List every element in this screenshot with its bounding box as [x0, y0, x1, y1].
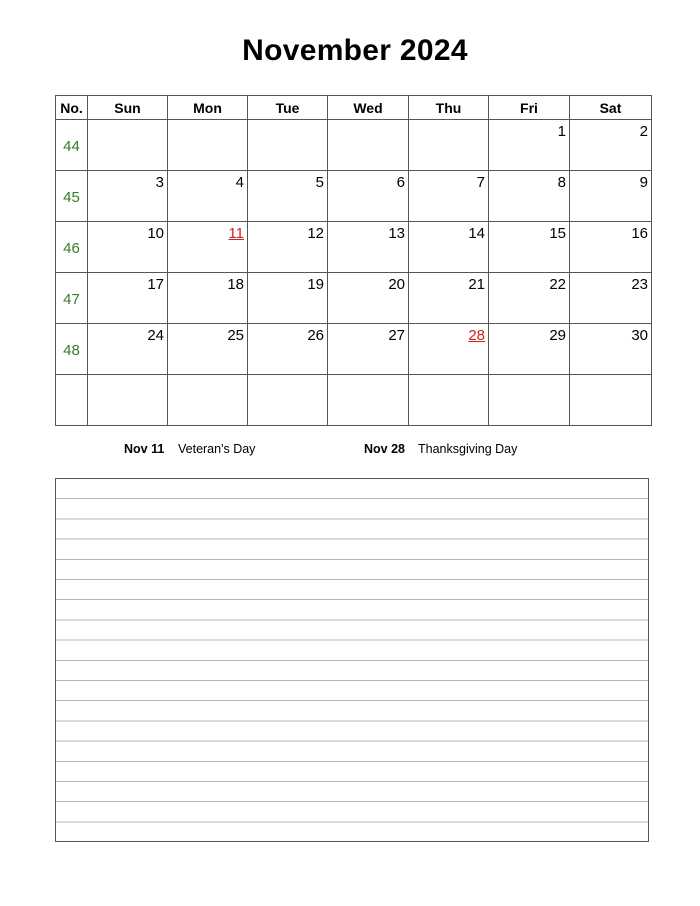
- day-cell: 20: [328, 273, 409, 324]
- day-cell: [88, 120, 168, 171]
- week-number: 47: [56, 273, 88, 324]
- holiday-day-cell: 11: [168, 222, 248, 273]
- day-cell: 7: [409, 171, 489, 222]
- day-cell: 14: [409, 222, 489, 273]
- week-number: 44: [56, 120, 88, 171]
- day-cell: 25: [168, 324, 248, 375]
- day-cell: 29: [489, 324, 570, 375]
- week-row: [56, 273, 652, 324]
- day-cell: [168, 120, 248, 171]
- day-cell: [328, 120, 409, 171]
- day-cell: 6: [328, 171, 409, 222]
- day-cell: 24: [88, 324, 168, 375]
- day-cell: [409, 120, 489, 171]
- week-row: [56, 222, 652, 273]
- day-cell: 12: [248, 222, 328, 273]
- day-cell: 5: [248, 171, 328, 222]
- day-cell: 15: [489, 222, 570, 273]
- day-cell: [248, 120, 328, 171]
- week-number: 45: [56, 171, 88, 222]
- header-week-number: No.: [56, 96, 88, 120]
- day-cell: 17: [88, 273, 168, 324]
- day-cell: [168, 375, 248, 426]
- calendar-grid: [55, 95, 652, 426]
- header-thu: Thu: [409, 96, 489, 120]
- day-cell: [409, 375, 489, 426]
- day-cell: 30: [570, 324, 652, 375]
- day-cell: 9: [570, 171, 652, 222]
- header-mon: Mon: [168, 96, 248, 120]
- day-cell: 18: [168, 273, 248, 324]
- day-cell: 19: [248, 273, 328, 324]
- holiday-name: Thanksgiving Day: [418, 442, 518, 456]
- holiday-name: Veteran's Day: [178, 442, 256, 456]
- week-row: [56, 375, 652, 426]
- day-cell: 2: [570, 120, 652, 171]
- day-cell: 27: [328, 324, 409, 375]
- holiday-legend-item: [124, 442, 255, 456]
- day-cell: [88, 375, 168, 426]
- day-cell: 26: [248, 324, 328, 375]
- day-cell: 23: [570, 273, 652, 324]
- day-cell: 4: [168, 171, 248, 222]
- day-cell: 3: [88, 171, 168, 222]
- day-cell: 8: [489, 171, 570, 222]
- week-number: 46: [56, 222, 88, 273]
- day-cell: 10: [88, 222, 168, 273]
- notes-area[interactable]: [55, 478, 649, 842]
- header-tue: Tue: [248, 96, 328, 120]
- header-wed: Wed: [328, 96, 409, 120]
- day-cell: [489, 375, 570, 426]
- week-number: [56, 375, 88, 426]
- day-cell: 22: [489, 273, 570, 324]
- header-fri: Fri: [489, 96, 570, 120]
- week-row: [56, 171, 652, 222]
- day-cell: [570, 375, 652, 426]
- header-row: [56, 96, 652, 120]
- holiday-legend-item: [364, 442, 517, 456]
- week-row: [56, 120, 652, 171]
- holiday-date: Nov 11: [124, 442, 165, 456]
- day-cell: 21: [409, 273, 489, 324]
- day-cell: [328, 375, 409, 426]
- holiday-date: Nov 28: [364, 442, 405, 456]
- day-cell: [248, 375, 328, 426]
- day-cell: 16: [570, 222, 652, 273]
- header-sun: Sun: [88, 96, 168, 120]
- page-title: November 2024: [242, 34, 468, 67]
- day-cell: 13: [328, 222, 409, 273]
- header-sat: Sat: [570, 96, 652, 120]
- day-cell: 1: [489, 120, 570, 171]
- holiday-day-cell: 28: [409, 324, 489, 375]
- week-number: 48: [56, 324, 88, 375]
- week-row: [56, 324, 652, 375]
